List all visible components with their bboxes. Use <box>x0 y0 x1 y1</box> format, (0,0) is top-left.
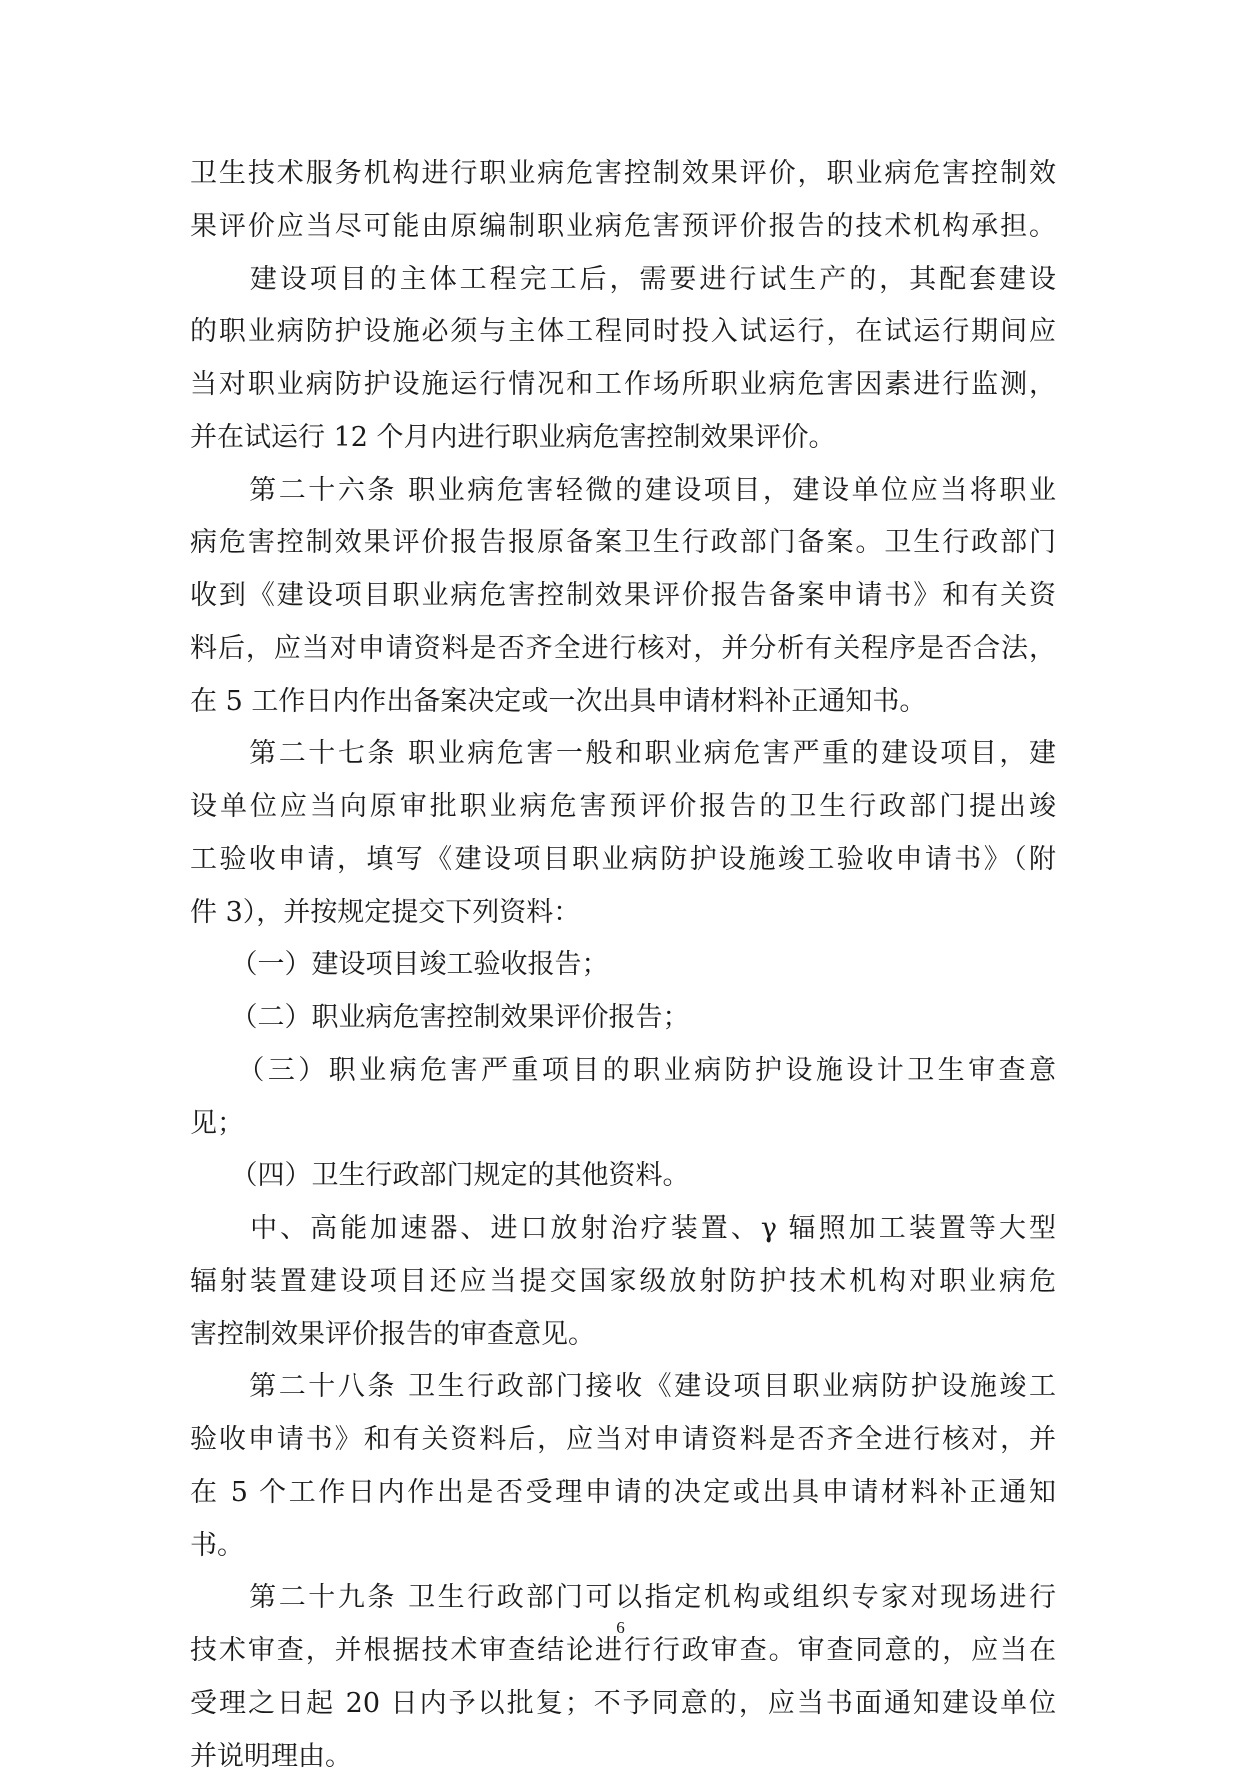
text-line: 收到《建设项目职业病危害控制效果评价报告备案申请书》和有关资 <box>190 570 1056 623</box>
text-line: 料后，应当对申请资料是否齐全进行核对，并分析有关程序是否合法， <box>190 623 1056 676</box>
text-line: 见； <box>190 1098 1056 1151</box>
text-line: 设单位应当向原审批职业病危害预评价报告的卫生行政部门提出竣 <box>190 781 1056 834</box>
text-line: 在 5 工作日内作出备案决定或一次出具申请材料补正通知书。 <box>190 676 1056 729</box>
text-line: 当对职业病防护设施运行情况和工作场所职业病危害因素进行监测， <box>190 359 1056 412</box>
text-line: （二）职业病危害控制效果评价报告； <box>190 992 1056 1045</box>
text-line: 并在试运行 12 个月内进行职业病危害控制效果评价。 <box>190 412 1056 465</box>
text-line: （一）建设项目竣工验收报告； <box>190 939 1056 992</box>
text-line: 受理之日起 20 日内予以批复；不予同意的，应当书面通知建设单位 <box>190 1678 1056 1731</box>
text-line: 的职业病防护设施必须与主体工程同时投入试运行，在试运行期间应 <box>190 306 1056 359</box>
page-number: 6 <box>0 1618 1241 1638</box>
text-line: （四）卫生行政部门规定的其他资料。 <box>190 1150 1056 1203</box>
text-line: 在 5 个工作日内作出是否受理申请的决定或出具申请材料补正通知 <box>190 1467 1056 1520</box>
text-line: 建设项目的主体工程完工后，需要进行试生产的，其配套建设 <box>190 254 1056 307</box>
text-line: 第二十七条 职业病危害一般和职业病危害严重的建设项目，建 <box>190 728 1056 781</box>
text-line: 技术审查，并根据技术审查结论进行行政审查。审查同意的，应当在 <box>190 1625 1056 1678</box>
text-line: 辐射装置建设项目还应当提交国家级放射防护技术机构对职业病危 <box>190 1256 1056 1309</box>
text-line: 第二十八条 卫生行政部门接收《建设项目职业病防护设施竣工 <box>190 1361 1056 1414</box>
text-line: （三）职业病危害严重项目的职业病防护设施设计卫生审查意 <box>190 1045 1056 1098</box>
text-line: 书。 <box>190 1520 1056 1573</box>
text-line: 第二十六条 职业病危害轻微的建设项目，建设单位应当将职业 <box>190 465 1056 518</box>
text-line: 果评价应当尽可能由原编制职业病危害预评价报告的技术机构承担。 <box>190 201 1056 254</box>
text-line: 害控制效果评价报告的审查意见。 <box>190 1309 1056 1362</box>
text-line: 第二十九条 卫生行政部门可以指定机构或组织专家对现场进行 <box>190 1572 1056 1625</box>
text-line: 并说明理由。 <box>190 1731 1056 1783</box>
text-line: 工验收申请，填写《建设项目职业病防护设施竣工验收申请书》（附 <box>190 834 1056 887</box>
text-line: 验收申请书》和有关资料后，应当对申请资料是否齐全进行核对，并 <box>190 1414 1056 1467</box>
text-line: 件 3），并按规定提交下列资料： <box>190 887 1056 940</box>
text-line: 卫生技术服务机构进行职业病危害控制效果评价，职业病危害控制效 <box>190 148 1056 201</box>
text-line: 病危害控制效果评价报告报原备案卫生行政部门备案。卫生行政部门 <box>190 517 1056 570</box>
text-line: 中、高能加速器、进口放射治疗装置、γ 辐照加工装置等大型 <box>190 1203 1056 1256</box>
body-text <box>190 148 1056 1783</box>
